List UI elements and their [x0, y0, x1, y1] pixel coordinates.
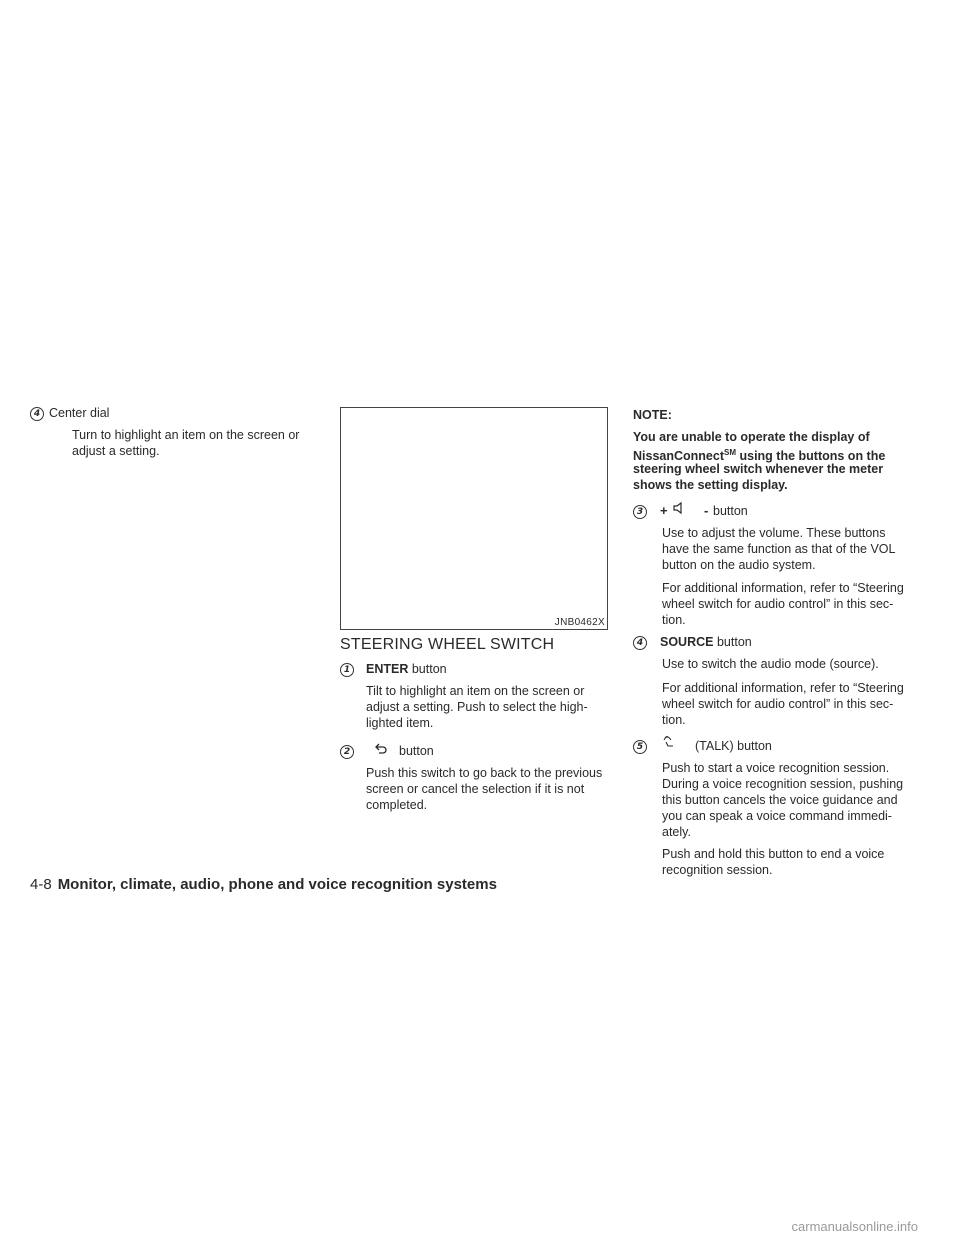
chapter-title: Monitor, climate, audio, phone and voice recognition systems: [57, 876, 497, 893]
item-suffix: button: [399, 744, 434, 758]
item-text: wheel switch for audio control” in this sec-: [662, 697, 894, 711]
note-text-rest: using the buttons on the: [739, 449, 886, 464]
figure-frame: [340, 407, 608, 630]
speaker-icon: [672, 500, 688, 516]
item-suffix: button: [713, 504, 748, 518]
back-arrow-icon: [375, 742, 387, 754]
item-text: button on the audio system.: [662, 558, 816, 572]
item-text: adjust a setting. Push to select the high-: [366, 700, 588, 714]
source-label: SOURCE: [660, 635, 714, 649]
item-text: Push and hold this button to end a voice: [662, 847, 885, 861]
section-heading: STEERING WHEEL SWITCH: [340, 636, 555, 653]
item-marker: 2: [340, 743, 354, 759]
item-text: lighted item.: [366, 716, 434, 730]
page-footer: [30, 876, 497, 893]
note-text: steering wheel switch whenever the meter: [633, 462, 884, 476]
item-marker: 5: [633, 738, 647, 754]
minus-sign: -: [704, 503, 709, 518]
item-text: Push this switch to go back to the previous: [366, 766, 603, 780]
item-text: For additional information, refer to “Steering: [662, 581, 904, 595]
page-number: 4-8: [30, 876, 52, 893]
note-text: You are unable to operate the display of: [633, 430, 870, 444]
item-text: have the same function as that of the VOL: [662, 542, 896, 556]
item-text: Use to adjust the volume. These buttons: [662, 526, 886, 540]
item-title: [366, 661, 447, 677]
plus-sign: +: [660, 503, 668, 518]
note-title: NOTE:: [633, 408, 672, 422]
item-text: ately.: [662, 825, 691, 839]
brand-name: NissanConnect: [633, 449, 724, 464]
item-text: tion.: [662, 613, 686, 627]
item-text: wheel switch for audio control” in this sec-: [662, 597, 894, 611]
watermark: carmanualsonline.info: [791, 1219, 918, 1234]
item-suffix: button: [411, 662, 447, 676]
item-text: completed.: [366, 798, 428, 812]
item-suffix: button: [716, 635, 752, 649]
item-text: tion.: [662, 713, 686, 727]
figure-label: JNB0462X: [554, 617, 605, 628]
item-title: Center dial: [49, 406, 110, 420]
item-text: Tilt to highlight an item on the screen or: [366, 684, 585, 698]
item-text: Push to start a voice recognition session.: [662, 761, 890, 775]
service-mark: SM: [724, 448, 736, 457]
item-text: adjust a setting.: [72, 444, 160, 458]
item-marker: 3: [633, 503, 647, 519]
item-text: recognition session.: [662, 863, 773, 877]
item-text: During a voice recognition session, pushing: [662, 777, 904, 791]
item-title: [660, 634, 752, 650]
item-text: Use to switch the audio mode (source).: [662, 657, 879, 671]
talk-icon: [662, 734, 676, 750]
item-marker: 4: [633, 634, 647, 650]
item-text: For additional information, refer to “Steering: [662, 681, 904, 695]
item-text: this button cancels the voice guidance and: [662, 793, 898, 807]
enter-label: ENTER: [366, 662, 409, 676]
item-text: screen or cancel the selection if it is not: [366, 782, 585, 796]
item-text: you can speak a voice command immedi-: [662, 809, 892, 823]
item-suffix: (TALK) button: [695, 739, 772, 753]
item-marker: 4: [30, 405, 44, 421]
item-marker: 1: [340, 661, 354, 677]
note-text: shows the setting display.: [633, 478, 788, 492]
item-text: Turn to highlight an item on the screen or: [72, 428, 300, 442]
